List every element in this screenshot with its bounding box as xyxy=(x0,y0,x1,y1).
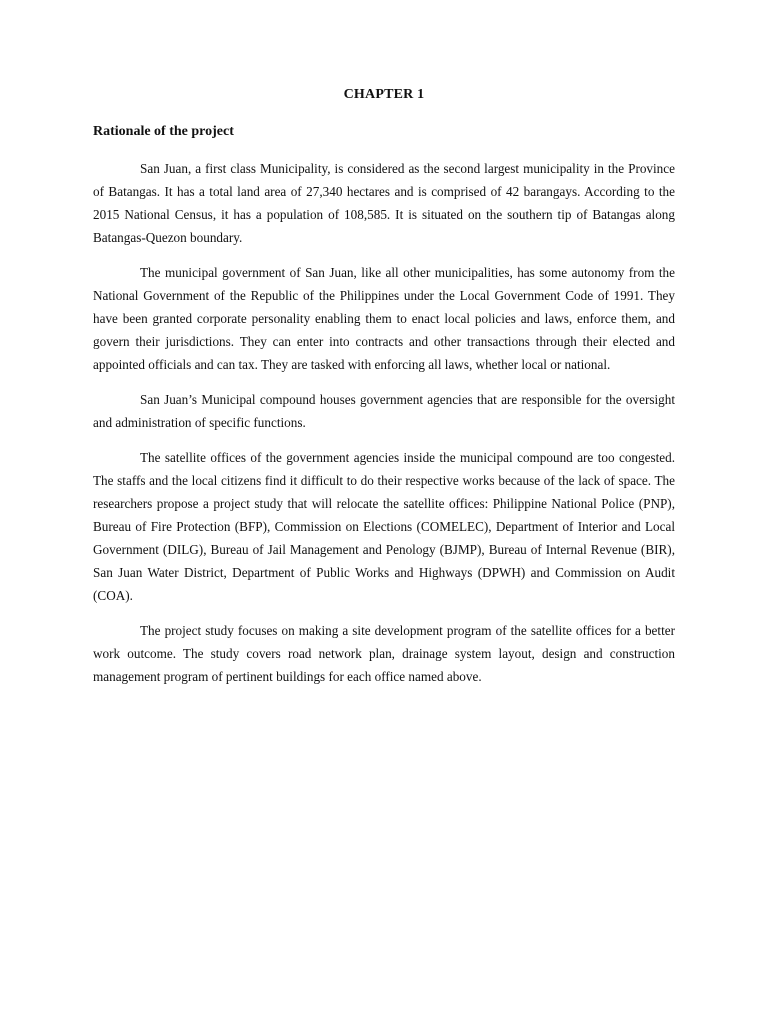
paragraph-3: San Juan’s Municipal compound houses government agencies that are responsible for the oversight and administration of specific functions. xyxy=(93,392,675,430)
section-heading: Rationale of the project xyxy=(93,124,234,139)
paragraph-5: The project study focuses on making a site development program of the satellite offices for a better work outcome. The study covers road network plan, drainage system layout, design and construction management program of pertinent buildings for each office named above. xyxy=(93,623,675,684)
paragraph-2: The municipal government of San Juan, like all other municipalities, has some autonomy from the National Government of the Republic of the Philippines under the Local Government Code of 1991. They have been granted corporate personality enabling them to enact local policies and laws, enforce them, and govern their jurisdictions. They can enter into contracts and other transactions through their elected and appointed officials and can tax. They are tasked with enforcing all laws, whether local or national. xyxy=(93,265,675,372)
paragraph-1: San Juan, a first class Municipality, is considered as the second largest municipality in the Province of Batangas. It has a total land area of 27,340 hectares and is comprised of 42 barangays. According to the 2015 National Census, it has a population of 108,585. It is situated on the southern tip of Batangas along Batangas-Quezon boundary. xyxy=(93,161,675,245)
paragraph-4: The satellite offices of the government agencies inside the municipal compound are too congested. The staffs and the local citizens find it difficult to do their respective works because of the lack of space. The researchers propose a project study that will relocate the satellite offices: Philippine National Police (PNP), Bureau of Fire Protection (BFP), Commission on Elections (COMELEC), Department of Interior and Local Government (DILG), Bureau of Jail Management and Penology (BJMP), Bureau of Internal Revenue (BIR), San Juan Water District, Department of Public Works and Highways (DPWH) and Commission on Audit (COA). xyxy=(93,450,675,603)
chapter-title: CHAPTER 1 xyxy=(343,87,425,102)
document-body xyxy=(93,157,675,700)
